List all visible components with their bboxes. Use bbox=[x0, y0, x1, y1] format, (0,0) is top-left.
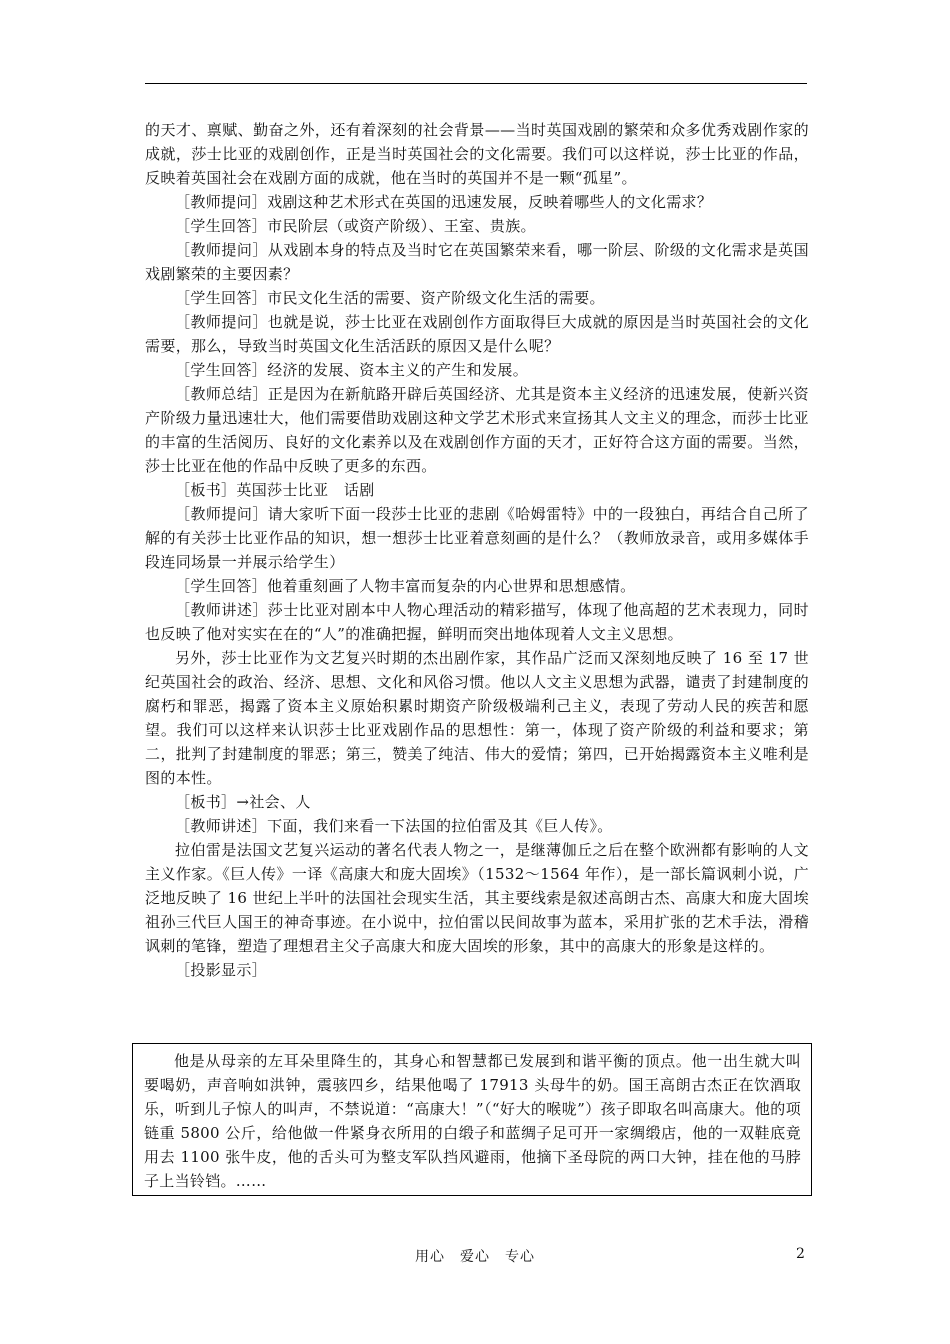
shakespeare-paragraph: 另外，莎士比亚作为文艺复兴时期的杰出剧作家，其作品广泛而又深刻地反映了 16 至 17 世纪英国社会的政治、经济、思想、文化和风俗习惯。他以人文主义思想为武器，谴责了封建制度的腐朽和罪恶，揭露了资本主义原始积累时期资产阶级极端利己主义，表现了劳动人民的疾苦和愿望。我们可以这样来认识莎士比亚戏剧作品的思想性：第一，体现了资产阶级的利益和要求；第二，批判了封建制度的罪恶；第三，赞美了纯洁、伟大的爱情；第四，已开始揭露资本主义唯利是图的本性。 bbox=[145, 649, 809, 787]
teacher-lecture-1: ［教师讲述］莎士比亚对剧本中人物心理活动的精彩描写，体现了他高超的艺术表现力，同时也反映了他对实实在在的“人”的准确把握，鲜明而突出地体现着人文主义思想。 bbox=[145, 601, 809, 643]
student-answer-3: ［学生回答］经济的发展、资本主义的产生和发展。 bbox=[175, 361, 529, 379]
teacher-question-3: ［教师提问］也就是说，莎士比亚在戏剧创作方面取得巨大成就的原因是当时英国社会的文化需要，那么，导致当时英国文化生活活跃的原因又是什么呢？ bbox=[145, 313, 809, 355]
projection-quote-box bbox=[132, 1043, 812, 1196]
student-answer-4: ［学生回答］他着重刻画了人物丰富而复杂的内心世界和思想感情。 bbox=[175, 577, 636, 595]
student-answer-1: ［学生回答］市民阶层（或资产阶级）、王室、贵族。 bbox=[175, 217, 536, 235]
footer-motto: 用心 爱心 专心 bbox=[415, 1249, 535, 1265]
teacher-question-2: ［教师提问］从戏剧本身的特点及当时它在英国繁荣来看，哪一阶层、阶级的文化需求是英国戏剧繁荣的主要因素？ bbox=[145, 241, 809, 283]
paragraph-continuation: 的天才、禀赋、勤奋之外，还有着深刻的社会背景——当时英国戏剧的繁荣和众多优秀戏剧作家的成就，莎士比亚的戏剧创作，正是当时英国社会的文化需要。我们可以这样说，莎士比亚的作品，反映着英国社会在戏剧方面的成就，他在当时的英国并不是一颗“孤星”。 bbox=[145, 121, 809, 187]
rabelais-paragraph: 拉伯雷是法国文艺复兴运动的著名代表人物之一，是继薄伽丘之后在整个欧洲都有影响的人文主义作家。《巨人传》一译《高康大和庞大固埃》（1532～1564 年作），是一部长篇讽刺小说，广泛地反映了 16 世纪上半叶的法国社会现实生活，其主要线索是叙述高朗古杰、高康大和庞大固埃祖孙三代巨人国王的神奇事迹。在小说中，拉伯雷以民间故事为蓝本，采用扩张的艺术手法，滑稽讽刺的笔锋，塑造了理想君主父子高康大和庞大固埃的形象，其中的高康大的形象是这样的。 bbox=[145, 841, 809, 955]
blackboard-note-2: ［板书］→社会、人 bbox=[175, 793, 311, 811]
projection-quote-text: 他是从母亲的左耳朵里降生的，其身心和智慧都已发展到和谐平衡的顶点。他一出生就大叫要喝奶，声音响如洪钟，震骇四乡，结果他喝了 17913 头母牛的奶。国王高朗古杰正在饮酒取乐，听到儿子惊人的叫声，不禁说道：“高康大！”（“好大的喉咙”）孩子即取名叫高康大。他的项链重 5800 公斤，给他做一件紧身衣所用的白缎子和蓝绸子足可开一家绸缎店，他的一双鞋底竟用去 1100 张牛皮，他的舌头可为整支军队挡风避雨，他摘下圣母院的两口大钟，挂在他的马脖子上当铃铛。…… bbox=[144, 1052, 801, 1190]
teacher-summary: ［教师总结］正是因为在新航路开辟后英国经济、尤其是资本主义经济的迅速发展，使新兴资产阶级力量迅速壮大，他们需要借助戏剧这种文学艺术形式来宣扬其人文主义的理念，而莎士比亚的丰富的生活阅历、良好的文化素养以及在戏剧创作方面的天才，正好符合这方面的需要。当然，莎士比亚在他的作品中反映了更多的东西。 bbox=[145, 385, 809, 475]
teacher-question-4: ［教师提问］请大家听下面一段莎士比亚的悲剧《哈姆雷特》中的一段独白，再结合自己所了解的有关莎士比亚作品的知识，想一想莎士比亚着意刻画的是什么？（教师放录音，或用多媒体手段连同场景一并展示给学生） bbox=[145, 505, 809, 571]
blackboard-note-1: ［板书］英国莎士比亚 话剧 bbox=[175, 481, 375, 499]
teacher-question-1: ［教师提问］戏剧这种艺术形式在英国的迅速发展，反映着哪些人的文化需求？ bbox=[175, 193, 713, 211]
teacher-lecture-2: ［教师讲述］下面，我们来看一下法国的拉伯雷及其《巨人传》。 bbox=[175, 817, 613, 835]
student-answer-2: ［学生回答］市民文化生活的需要、资产阶级文化生活的需要。 bbox=[175, 289, 605, 307]
projection-label: ［投影显示］ bbox=[175, 961, 268, 979]
body-text bbox=[145, 118, 809, 982]
header-rule bbox=[145, 83, 807, 84]
page-number: 2 bbox=[796, 1246, 805, 1262]
